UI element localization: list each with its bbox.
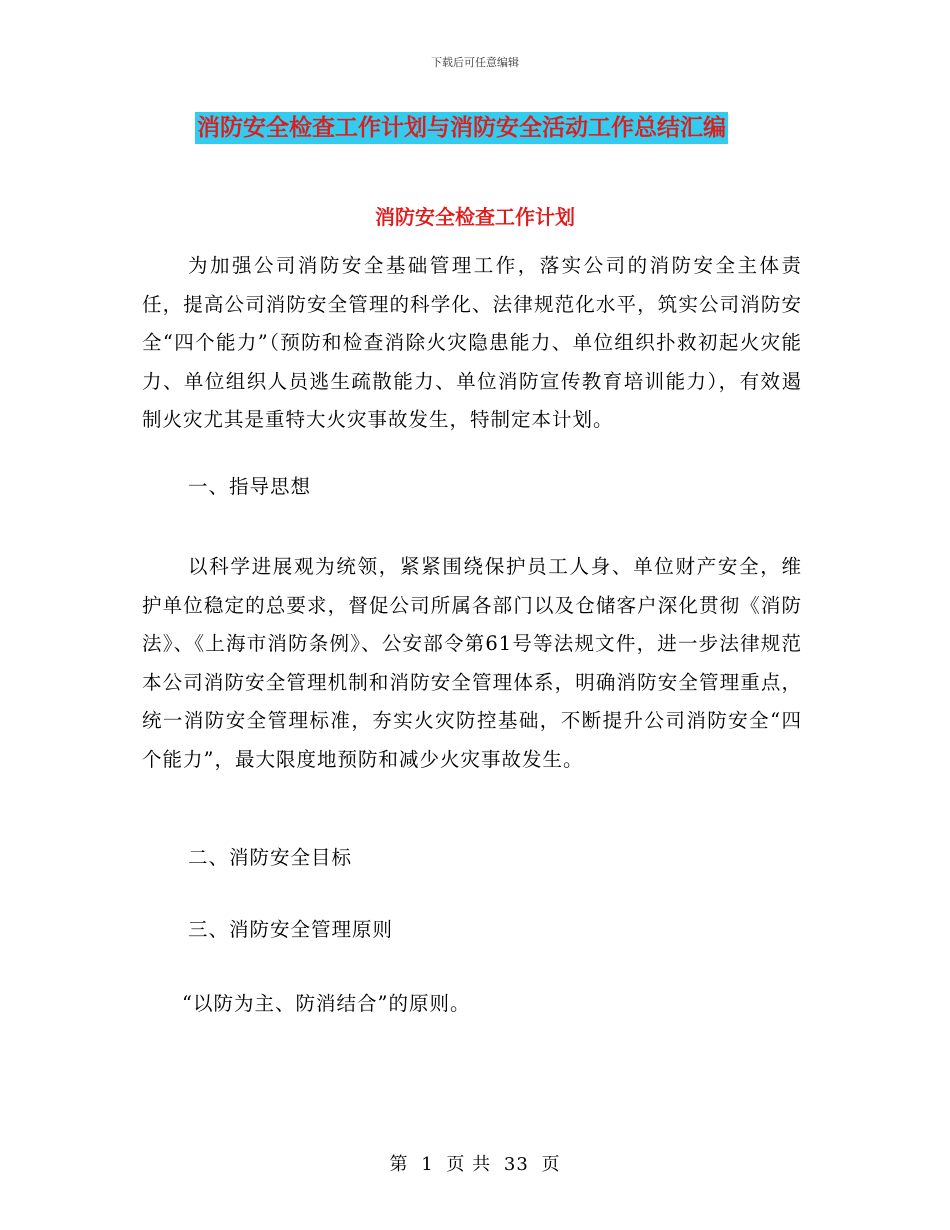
- header-note: 下载后可任意编辑: [431, 56, 519, 69]
- guiding-ideology-paragraph: 以科学进展观为统领，紧紧围绕保护员工人身、单位财产安全，维护单位稳定的总要求，督促公司所属各部门以及仓储客户深化贯彻《消防法》、《上海市消防条例》、公安部令第61号等法规文件，进一步法律规范本公司消防安全管理机制和消防安全管理体系，明确消防安全管理重点，统一消防安全管理标准，夯实火灾防控基础，不断提升公司消防安全“四个能力”，最大限度地预防和减少火灾事故发生。: [142, 555, 802, 771]
- section-title: 消防安全检查工作计划: [375, 205, 575, 229]
- document-title: 消防安全检查工作计划与消防安全活动工作总结汇编: [195, 112, 728, 144]
- footer-total-pages: 33: [503, 1154, 529, 1175]
- footer-prefix: 第: [389, 1154, 409, 1175]
- intro-paragraph: 为加强公司消防安全基础管理工作，落实公司的消防安全主体责任，提高公司消防安全管理的科学化、法律规范化水平，筑实公司消防安全“四个能力”（预防和检查消除火灾隐患能力、单位组织扑救初起火灾能力、单位组织人员逃生疏散能力、单位消防宣传教育培训能力），有效遏制火灾尤其是重特大火灾事故发生，特制定本计划。: [142, 254, 802, 431]
- page-footer: [0, 1152, 950, 1178]
- footer-middle: 页 共: [446, 1154, 492, 1175]
- footer-page-number: 1: [421, 1154, 434, 1175]
- footer-suffix: 页: [541, 1154, 561, 1175]
- heading-safety-goals: 二、消防安全目标: [188, 846, 353, 869]
- principle-text: “以防为主、防消结合”的原则。: [182, 992, 471, 1015]
- heading-guiding-ideology: 一、指导思想: [188, 475, 312, 498]
- heading-management-principles: 三、消防安全管理原则: [188, 918, 394, 941]
